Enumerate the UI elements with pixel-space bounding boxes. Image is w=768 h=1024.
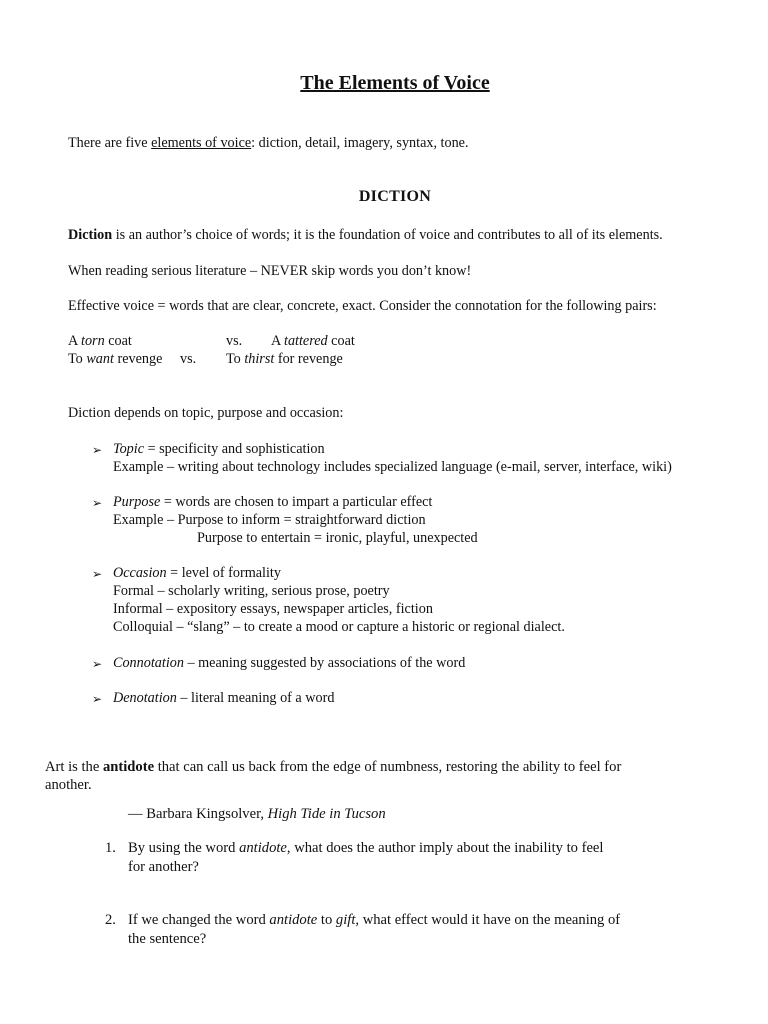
reading-note: When reading serious literature – NEVER skip words you don’t know! [68,263,472,279]
pair-1-left: A torn coat [68,333,132,349]
bullet-denotation: Denotation – literal meaning of a word [113,690,335,706]
bullet-purpose: Purpose = words are chosen to impart a particular effect [113,494,433,510]
pair-1-vs: vs. [226,333,243,349]
diction-depends-line: Diction depends on topic, purpose and occasion: [68,405,344,421]
arrow-bullet-icon: ➢ [92,657,103,671]
question-1: By using the word antidote, what does the author imply about the inability to feel [128,840,604,856]
diction-definition: Diction is an author’s choice of words; it is the foundation of voice and contributes to all of its elements. [68,227,663,243]
bullet-occasion-formal: Formal – scholarly writing, serious prose, poetry [113,583,390,599]
bullet-occasion-colloquial: Colloquial – “slang” – to create a mood or capture a historic or regional dialect. [113,619,565,635]
bullet-purpose-example-2: Purpose to entertain = ironic, playful, unexpected [197,530,478,546]
pair-2-vs: vs. [180,351,197,367]
question-2-number: 2. [105,912,116,928]
arrow-bullet-icon: ➢ [92,443,103,457]
question-1-number: 1. [105,840,116,856]
arrow-bullet-icon: ➢ [92,567,103,581]
section-heading-diction: DICTION [358,188,432,205]
bullet-occasion: Occasion = level of formality [113,565,281,581]
question-1-line-2: for another? [128,859,199,875]
question-2: If we changed the word antidote to gift, what effect would it have on the meaning of [128,912,621,928]
pair-2-left: To want revenge [68,351,163,367]
arrow-bullet-icon: ➢ [92,692,103,706]
arrow-bullet-icon: ➢ [92,496,103,510]
quote-line-2: another. [45,777,92,793]
intro-line: There are five elements of voice: diction, detail, imagery, syntax, tone. [68,135,469,151]
quote-line-1: Art is the antidote that can call us back from the edge of numbness, restoring the ability to feel for [45,759,622,775]
elements-of-voice-term: elements of voice [151,135,252,151]
quote-attribution: — Barbara Kingsolver, High Tide in Tucson [128,806,386,822]
effective-voice-line: Effective voice = words that are clear, concrete, exact. Consider the connotation for the following pairs: [68,298,657,314]
pair-2-right: To thirst for revenge [226,351,343,367]
page-title: The Elements of Voice [300,72,490,94]
bullet-connotation: Connotation – meaning suggested by associations of the word [113,655,466,671]
bullet-topic: Topic = specificity and sophistication [113,441,325,457]
bullet-occasion-informal: Informal – expository essays, newspaper articles, fiction [113,601,433,617]
bullet-topic-example: Example – writing about technology includes specialized language (e-mail, server, interface, wiki) [113,459,672,475]
bullet-purpose-example: Example – Purpose to inform = straightforward diction [113,512,426,528]
question-2-line-2: the sentence? [128,931,207,947]
pair-1-right: A tattered coat [271,333,355,349]
